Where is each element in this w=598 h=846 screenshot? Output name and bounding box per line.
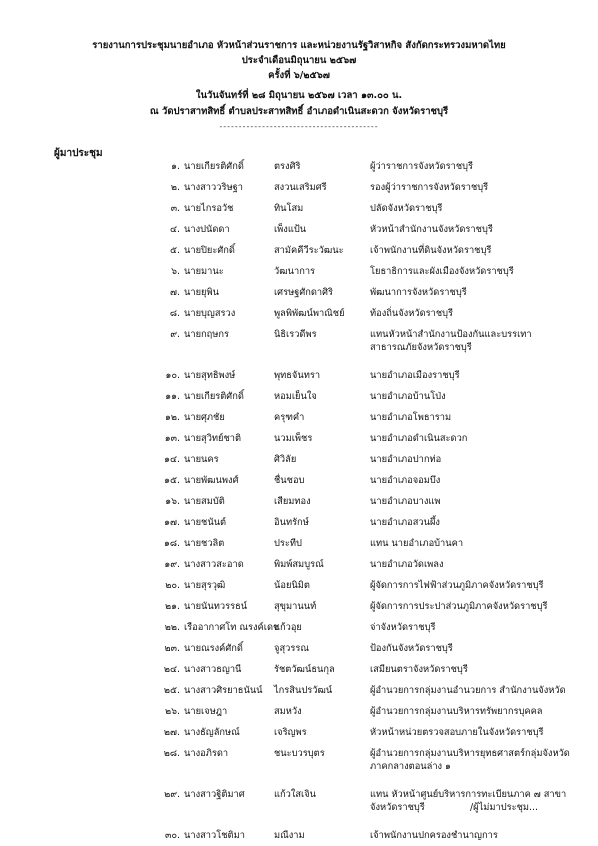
attendee-last-name: พุทธจันทรา — [274, 370, 321, 381]
attendee-position: ผู้ว่าราชการจังหวัดราชบุรี — [370, 161, 474, 172]
attendee-first-name: นายบุญสรวง — [184, 308, 236, 319]
attendee-number: ๗. — [170, 287, 180, 298]
report-month: ประจำเดือนมิถุนายน ๒๕๖๗ — [241, 55, 357, 66]
attendee-position: นายอำเภอจอมบึง — [370, 475, 441, 486]
attendee-last-name: ศิวิลัย — [274, 454, 297, 465]
attendee-number: ๙. — [170, 329, 180, 340]
header-separator: ----------------------------------------- — [219, 122, 379, 131]
attendee-last-name: สมหวัง — [274, 706, 302, 717]
attendee-row — [0, 198, 598, 219]
attendee-first-name: นายเจษฎา — [184, 706, 228, 717]
attendee-position: ผู้จัดการการไฟฟ้าส่วนภูมิภาคจังหวัดราชบุรี — [370, 580, 544, 591]
attendee-number: ๓. — [170, 203, 180, 214]
attendee-last-name: ประทีป — [274, 538, 302, 549]
attendee-row — [0, 575, 598, 596]
attendee-number: ๑. — [171, 161, 180, 172]
attendee-first-name: นายสุทธิพงษ์ — [184, 370, 236, 381]
attendee-last-name: หอมเย็นใจ — [274, 391, 317, 402]
attendee-row — [0, 219, 598, 240]
attendee-number: ๒๙. — [164, 789, 180, 800]
attendee-number: ๒๔. — [163, 664, 180, 675]
attendee-first-name: นายกฤษกร — [184, 329, 230, 340]
meeting-date-time: ในวันจันทร์ที่ ๒๘ มิถุนายน ๒๕๖๗ เวลา ๑๓.๐๐ น. — [195, 90, 403, 101]
attendee-first-name: นายนันทวรรธน์ — [184, 601, 248, 612]
attendee-row — [0, 533, 598, 554]
attendee-last-name: รัชตวัฒน์ธนกุล — [274, 664, 335, 675]
attendee-position: ผู้จัดการการประปาส่วนภูมิภาคจังหวัดราชบุรี — [370, 601, 548, 612]
attendee-first-name: นายณรงค์ศักดิ์ — [184, 643, 243, 654]
attendee-position: พัฒนาการจังหวัดราชบุรี — [370, 287, 467, 298]
attendee-first-name: นายสุรวุฒิ — [184, 580, 226, 591]
attendee-position: ผู้อำนวยการกลุ่มงานบริหารยุทธศาสตร์กลุ่มจังหวัด ภาคกลางตอนล่าง ๑ — [370, 748, 570, 772]
attendee-position: นายอำเภอดำเนินสะดวก — [370, 433, 468, 444]
attendee-position: จ่าจังหวัดราชบุรี — [370, 622, 436, 633]
attendee-number: ๒๗. — [163, 727, 180, 738]
attendee-first-name: นายสมบัติ — [184, 496, 225, 507]
attendee-last-name: นิธิเรวดีพร — [274, 329, 317, 340]
attendee-last-name: ชนะบวรบุตร — [274, 748, 325, 759]
attendee-number: ๑๖. — [165, 496, 180, 507]
attendee-position: ป้องกันจังหวัดราชบุรี — [370, 643, 453, 654]
attendee-first-name: นางสาวฐิติมาศ — [184, 789, 245, 800]
attendee-position: ท้องถิ่นจังหวัดราชบุรี — [370, 308, 454, 319]
attendee-first-name: นายยุพิน — [184, 287, 219, 298]
attendee-row — [0, 701, 598, 722]
attendee-row — [0, 324, 598, 365]
attendee-row — [0, 554, 598, 575]
attendee-row — [0, 512, 598, 533]
attendee-number: ๒๘. — [163, 748, 180, 759]
attendee-first-name: นางสาวสะอาด — [184, 559, 244, 570]
attendee-last-name: ทินโสม — [274, 203, 304, 214]
attendee-position: แทนหัวหน้าสำนักงานป้องกันและบรรเทาสาธารณภัยจังหวัดราชบุรี — [370, 329, 532, 353]
attendee-position: เจ้าพนักงานปกครองชำนาญการ — [370, 830, 498, 841]
attendee-number: ๑๙. — [164, 559, 180, 570]
attendee-first-name: นายศุภชัย — [184, 412, 225, 423]
attendee-last-name: เสียมทอง — [274, 496, 311, 507]
attendee-row — [0, 470, 598, 491]
attendee-position: เจ้าพนักงานที่ดินจังหวัดราชบุรี — [370, 245, 492, 256]
attendee-last-name: แก้วอุย — [274, 622, 302, 633]
attendee-first-name: นางสาวโชติมา — [184, 830, 245, 841]
attendee-row — [0, 680, 598, 701]
attendee-position: เสมียนตราจังหวัดราชบุรี — [370, 664, 468, 675]
attendee-number: ๑๓. — [164, 433, 180, 444]
attendee-last-name: จูสุวรรณ — [274, 643, 309, 654]
attendee-number: ๓๐. — [165, 830, 180, 841]
attendee-number: ๑๑. — [165, 391, 180, 402]
attendee-number: ๑๘. — [163, 538, 180, 549]
continued-note: /ผู้ไม่มาประชุม... — [470, 802, 538, 813]
attendee-number: ๑๒. — [165, 412, 180, 423]
attendee-first-name: นางปนัดดา — [184, 224, 230, 235]
attendee-position: หัวหน้าหน่วยตรวจสอบภายในจังหวัดราชบุรี — [370, 727, 544, 738]
attendee-position: นายอำเภอวัดเพลง — [370, 559, 444, 570]
attendee-last-name: พิมพ์สมบูรณ์ — [274, 559, 324, 570]
attendee-last-name: วัฒนาการ — [274, 266, 316, 277]
attendee-first-name: นายชนันต์ — [184, 517, 227, 528]
attendee-position: หัวหน้าสำนักงานจังหวัดราชบุรี — [370, 224, 493, 235]
meeting-number: ครั้งที่ ๖/๒๕๖๗ — [268, 70, 330, 81]
attendee-position: แทน หัวหน้าศูนย์บริหารการทะเบียนภาค ๗ สาขาจังหวัดราชบุรี — [370, 789, 567, 813]
attendee-position: นายอำเภอสวนผึ้ง — [370, 517, 440, 528]
attendee-number: ๖. — [171, 266, 180, 277]
attendee-row — [0, 449, 598, 470]
attendee-position: รองผู้ว่าราชการจังหวัดราชบุรี — [370, 182, 489, 193]
attendee-position: นายอำเภอเมืองราชบุรี — [370, 370, 460, 381]
attendee-last-name: สามัคคีวีระวัฒนะ — [274, 245, 344, 256]
attendee-list — [0, 156, 598, 846]
attendee-row — [0, 596, 598, 617]
attendee-last-name: ไกรสินปรวัฒน์ — [274, 685, 333, 696]
attendee-position: ผู้อำนวยการกลุ่มงานบริหารทรัพยากรบุคคล — [370, 706, 543, 717]
attendee-position: ปลัดจังหวัดราชบุรี — [370, 203, 443, 214]
attendee-last-name: เศรษฐศักดาศิริ — [274, 287, 334, 298]
attendee-number: ๘. — [169, 308, 180, 319]
attendee-first-name: นางธัญลักษณ์ — [184, 727, 240, 738]
attendee-row — [0, 365, 598, 386]
attendee-position: นายอำเภอบางแพ — [370, 496, 441, 507]
attendee-number: ๒๖. — [165, 706, 180, 717]
attendee-first-name: นายพัฒนพงศ์ — [184, 475, 239, 486]
attendee-last-name: ตรงศิริ — [274, 161, 301, 172]
meeting-location: ณ วัดปราสาทสิทธิ์ ตำบลประสาทสิทธิ์ อำเภอดำเนินสะดวก จังหวัดราชบุรี — [149, 106, 449, 117]
attendee-last-name: พูลพิพัฒน์พาณิชย์ — [274, 308, 345, 319]
attendee-last-name: ครุฑคำ — [274, 412, 305, 423]
attendee-row — [0, 177, 598, 198]
attendee-first-name: นายสุวิทย์ชาติ — [184, 433, 242, 444]
attendee-first-name: เรืออากาศโท ณรงค์เดช — [184, 622, 280, 633]
attendee-first-name: นายมานะ — [184, 266, 224, 277]
attendee-row — [0, 261, 598, 282]
attendee-row — [0, 407, 598, 428]
attendee-row — [0, 825, 598, 846]
attendees-heading: ผู้มาประชุม — [54, 148, 103, 159]
attendee-row — [0, 156, 598, 177]
attendee-row — [0, 428, 598, 449]
attendee-position: ผู้อำนวยการกลุ่มงานอำนวยการ สำนักงานจังหวัด — [370, 685, 566, 696]
attendee-row — [0, 491, 598, 512]
attendee-row — [0, 386, 598, 407]
attendee-number: ๑๕. — [164, 475, 180, 486]
attendee-last-name: เจริญพร — [274, 727, 307, 738]
attendee-number: ๔. — [170, 224, 180, 235]
attendee-row — [0, 303, 598, 324]
attendee-row — [0, 638, 598, 659]
attendee-first-name: นายปิยะศักดิ์ — [184, 245, 235, 256]
attendee-first-name: นายไกรอวัช — [184, 203, 234, 214]
attendee-number: ๕. — [170, 245, 180, 256]
attendee-position: โยธาธิการและผังเมืองจังหวัดราชบุรี — [370, 266, 514, 277]
attendee-last-name: ชื่นชอบ — [274, 475, 305, 486]
attendee-last-name: อินทรักษ์ — [274, 517, 309, 528]
attendee-last-name: แก้วใสเจิน — [274, 789, 317, 800]
attendee-last-name: นวมเพ็ชร — [274, 433, 313, 444]
attendee-last-name: มณีงาม — [274, 830, 305, 841]
attendee-number: ๒๒. — [164, 622, 180, 633]
attendee-number: ๑๔. — [164, 454, 180, 465]
attendee-first-name: นางสาววริษฐา — [184, 182, 243, 193]
attendee-first-name: นางอภิรดา — [184, 748, 229, 759]
attendee-row — [0, 617, 598, 638]
attendee-position: นายอำเภอโพธาราม — [370, 412, 452, 423]
attendee-row — [0, 722, 598, 743]
attendee-number: ๑๐. — [165, 370, 180, 381]
attendee-row — [0, 282, 598, 303]
attendee-number: ๑๗. — [164, 517, 180, 528]
attendee-row — [0, 659, 598, 680]
attendee-number: ๒๐. — [165, 580, 180, 591]
attendee-first-name: นายชวลิต — [184, 538, 225, 549]
attendee-last-name: สงวนเสริมศรี — [274, 182, 327, 193]
attendee-last-name: สุขุมานนท์ — [274, 601, 317, 612]
attendee-first-name: นายเกียรติศักดิ์ — [184, 161, 244, 172]
attendee-first-name: นายเกียรติศักดิ์ — [184, 391, 244, 402]
attendee-number: ๒๑. — [165, 601, 180, 612]
attendee-number: ๒๕. — [163, 685, 180, 696]
attendee-number: ๒. — [170, 182, 180, 193]
attendee-last-name: เพ็งแป้น — [274, 224, 307, 235]
attendee-number: ๒๓. — [164, 643, 180, 654]
attendee-position: แทน นายอำเภอบ้านคา — [370, 538, 464, 549]
attendee-position: นายอำเภอบ้านโป่ง — [370, 391, 446, 402]
attendee-first-name: นางสาวธญานี — [184, 664, 242, 675]
attendee-position: นายอำเภอปากท่อ — [370, 454, 442, 465]
attendee-first-name: นางสาวศิรยาธนันน์ — [184, 685, 263, 696]
report-title: รายงานการประชุมนายอำเภอ หัวหน้าส่วนราชการ และหน่วยงานรัฐวิสาหกิจ สังกัดกระทรวงมหาดไทย — [92, 40, 506, 51]
attendee-last-name: น้อยนิมิต — [274, 580, 310, 591]
attendee-first-name: นายนคร — [184, 454, 219, 465]
attendee-row — [0, 743, 598, 784]
attendee-row — [0, 240, 598, 261]
